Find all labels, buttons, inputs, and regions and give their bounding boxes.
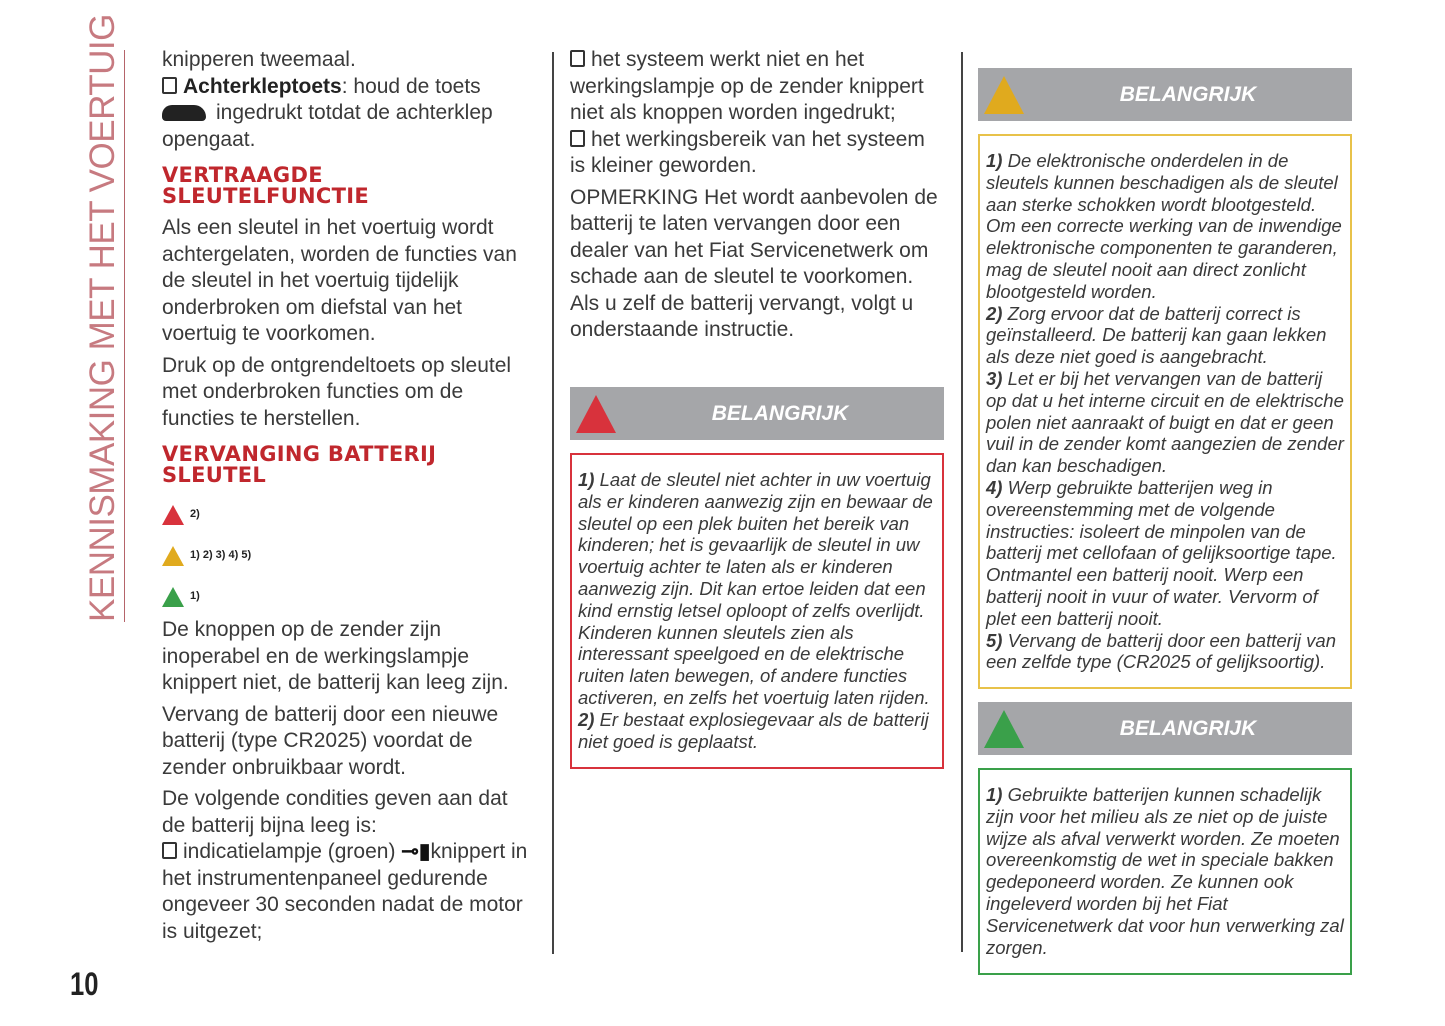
paragraph: Als een sleutel in het voertuig wordt achtergelaten, worden de functies van de sleutel in het voertuig tijdelijk onderbroken om diefstal van het voertuig te voorkomen. — [162, 216, 517, 345]
note-number: 1) — [578, 469, 595, 490]
bullet — [570, 127, 942, 180]
note-text: Let er bij het vervangen van de batterij op dat u het interne circuit en de elektrische polen niet aanraakt of buigt en dat er geen vuil in de zender komt aangezien de zender dan kan beschadigen. — [986, 367, 1344, 477]
note-text: Werp gebruikte batterijen weg in overeenstemming met de volgende instructies: isoleert de minpolen van de batterij met cellofaan of gelijksoortige tape. Ontmantel een batterij nooit. Werp een batterij nooit in vuur of water. Vervorm of plet een batterij nooit. — [986, 476, 1337, 629]
heading-battery-replacement: VERVANGING BATTERIJ SLEUTEL — [162, 442, 437, 487]
bullet — [570, 47, 942, 127]
note-number: 1) — [986, 784, 1003, 805]
bullet-text: het systeem werkt niet en het werkingslampje op de zender knippert niet als knoppen worden ingedrukt; — [570, 48, 924, 124]
note-item — [986, 368, 1346, 477]
bullet-text: indicatielampje (groen) — [183, 840, 396, 863]
section-title: KENNISMAKING MET HET VOERTUIG — [83, 14, 122, 622]
banner-title: BELANGRIJK — [1119, 716, 1257, 740]
note-text: Laat de sleutel niet achter in uw voertuig als er kinderen aanwezig zijn en bewaar de sleutel op een plek buiten het bereik van kinderen; het is gevaarlijk de sleutel in uw voertuig achter te laten als er kinderen aanwezig zijn. Dit kan ertoe leiden dat een kind ernstig letsel oploopt of zelfs overlijdt. Kinderen kunnen sleutels zien als interessant speelgoed en de elektrische ruiten laten bewegen, of andere functies activeren, en zelfs het voertuig laten rijden. — [578, 469, 933, 708]
bullet-text: ingedrukt totdat de achterklep opengaat. — [162, 101, 493, 151]
checkbox-bullet-icon — [570, 130, 585, 147]
note-number: 3) — [986, 367, 1003, 389]
bullet-indicator — [162, 839, 534, 945]
warning-banner-caution — [978, 68, 1352, 121]
warning-red-icon — [162, 505, 184, 525]
warning-car-yellow-icon — [162, 546, 184, 566]
ref-caution — [162, 535, 534, 576]
banner-title: BELANGRIJK — [711, 401, 849, 425]
key-indicator-icon: ⊸▮ — [401, 840, 431, 863]
car-tailgate-icon — [162, 105, 206, 121]
note-item — [986, 150, 1346, 303]
column-divider — [552, 52, 554, 954]
ref-numbers: 2) — [190, 508, 200, 521]
bullet-text: het werkingsbereik van het systeem is kleiner geworden. — [570, 127, 925, 177]
bullet-text: knippert in het instrumentenpaneel gedurende ongeveer 30 seconden nadat de motor is uitgezet; — [162, 840, 528, 943]
environment-green-icon — [162, 587, 184, 607]
paragraph: Druk op de ontgrendeltoets op sleutel met onderbroken functies om de functies te herstellen. — [162, 353, 512, 430]
ref-environment — [162, 576, 534, 617]
warning-red-icon — [576, 395, 616, 433]
ref-danger — [162, 494, 534, 535]
note-number: 5) — [986, 629, 1003, 651]
bullet-text: : houd de toets — [341, 74, 481, 98]
note-text: De elektronische onderdelen in de sleutels kunnen beschadigen als de sleutel aan sterke schokken wordt blootgesteld. Om een correcte werking van de inwendige elektronische componenten te garanderen, mag de sleutel nooit aan direct zonlicht blootgesteld worden. — [986, 150, 1342, 302]
warning-banner-environment — [978, 702, 1352, 755]
note-number: 1) — [986, 150, 1003, 171]
warning-car-yellow-icon — [984, 76, 1024, 114]
column-divider — [961, 52, 963, 952]
environment-green-icon — [984, 710, 1024, 748]
note-box-caution — [978, 134, 1352, 689]
section-sidebar — [83, 14, 125, 622]
warning-banner-danger — [570, 387, 944, 440]
column-middle — [570, 47, 942, 349]
bullet-tailgate — [162, 74, 534, 154]
note-number: 2) — [578, 708, 595, 730]
note-text: Er bestaat explosiegevaar als de batterij niet goed is geplaatst. — [578, 708, 929, 752]
note-item — [986, 784, 1346, 958]
note-number: 4) — [986, 476, 1003, 498]
page-number: 10 — [70, 966, 99, 1002]
paragraph: De volgende condities geven aan dat de batterij bijna leeg is: — [162, 787, 508, 837]
checkbox-bullet-icon — [162, 842, 177, 859]
note-item — [986, 303, 1346, 368]
paragraph: Vervang de batterij door een nieuwe batterij (type CR2025) voordat de zender onbruikbaar wordt. — [162, 702, 499, 779]
ref-numbers: 1) 2) 3) 4) 5) — [190, 549, 252, 562]
note-number: 2) — [986, 302, 1003, 324]
checkbox-bullet-icon — [570, 50, 585, 67]
note-text: Zorg ervoor dat de batterij correct is geïnstalleerd. De batterij kan gaan lekken als deze niet goed is aangebracht. — [986, 302, 1327, 368]
paragraph: knipperen tweemaal. — [162, 48, 356, 71]
note-box-environment — [978, 768, 1352, 975]
note-text: Gebruikte batterijen kunnen schadelijk zijn voor het milieu als ze niet op de juiste wijze als afval verwerkt worden. Ze moeten overeenkomstig de wet in speciale bakken gedeponeerd worden. Ze kunnen ook ingeleverd worden bij het Fiat Servicenetwerk dat voor hun verwerking zal zorgen. — [986, 784, 1344, 958]
note-item — [986, 477, 1346, 630]
note-item — [578, 709, 938, 753]
ref-numbers: 1) — [190, 590, 200, 603]
banner-title: BELANGRIJK — [1119, 82, 1257, 106]
paragraph: De knoppen op de zender zijn inoperabel en de werkingslampje knippert niet, de batterij kan leeg zijn. — [162, 618, 509, 694]
column-left — [162, 47, 534, 950]
checkbox-bullet-icon — [162, 77, 177, 94]
paragraph: OPMERKING Het wordt aanbevolen de batterij te laten vervangen door een dealer van het Fiat Servicenetwerk om schade aan de sleutel te voorkomen. Als u zelf de batterij vervangt, volgt u onderstaande instructie. — [570, 185, 938, 341]
note-item — [986, 630, 1346, 674]
note-item — [578, 469, 938, 709]
note-text: Vervang de batterij door een batterij van een zelfde type (CR2025 of gelijksoortig). — [986, 629, 1337, 673]
bullet-title: Achterkleptoets — [183, 74, 342, 98]
note-box-danger — [570, 453, 944, 769]
heading-delayed-key: VERTRAAGDE SLEUTELFUNCTIE — [162, 163, 370, 208]
